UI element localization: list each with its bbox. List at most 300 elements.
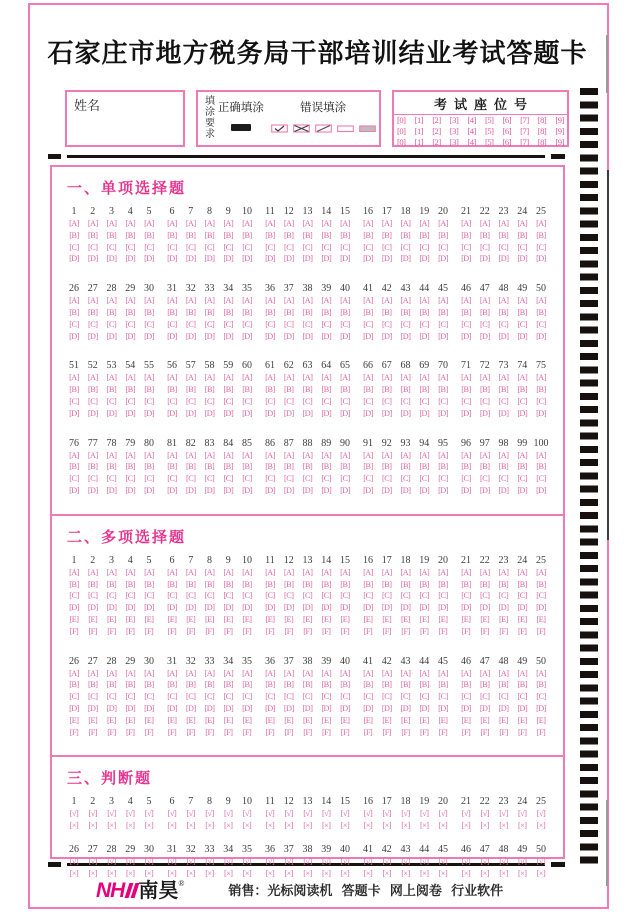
bubble-s1-q43-A[interactable]: [A] — [400, 296, 411, 306]
bubble-s1-q51-B[interactable]: [B] — [69, 385, 79, 395]
bubble-s1-q31-C[interactable]: [C] — [167, 319, 177, 329]
bubble-s2-q27-B[interactable]: [B] — [88, 680, 98, 690]
seat-digit-2-1[interactable]: [1] — [414, 126, 424, 137]
bubble-s2-q28-B[interactable]: [B] — [106, 680, 117, 690]
bubble-s2-q8-B[interactable]: [B] — [204, 579, 215, 589]
bubble-s1-q18-C[interactable]: [C] — [400, 242, 411, 252]
bubble-s3-q5-√[interactable]: [√] — [144, 809, 154, 819]
bubble-s1-q43-C[interactable]: [C] — [400, 319, 411, 329]
bubble-s1-q91-C[interactable]: [C] — [363, 474, 373, 484]
seat-digit-3-8[interactable]: [8] — [537, 136, 547, 147]
bubble-s1-q62-D[interactable]: [D] — [283, 408, 294, 418]
bubble-s2-q16-F[interactable]: [F] — [363, 626, 373, 636]
bubble-s2-q47-C[interactable]: [C] — [480, 692, 490, 702]
bubble-s2-q47-D[interactable]: [D] — [479, 703, 490, 713]
bubble-s1-q81-B[interactable]: [B] — [167, 462, 177, 472]
bubble-s2-q39-B[interactable]: [B] — [321, 680, 331, 690]
bubble-s1-q27-B[interactable]: [B] — [88, 307, 98, 317]
bubble-s2-q24-F[interactable]: [F] — [517, 626, 527, 636]
bubble-s1-q50-B[interactable]: [B] — [536, 307, 546, 317]
bubble-s1-q72-B[interactable]: [B] — [480, 385, 490, 395]
bubble-s1-q61-A[interactable]: [A] — [265, 373, 275, 383]
bubble-s1-q88-D[interactable]: [D] — [302, 485, 313, 495]
bubble-s2-q14-C[interactable]: [C] — [321, 591, 331, 601]
bubble-s1-q38-D[interactable]: [D] — [302, 331, 313, 341]
bubble-s1-q20-C[interactable]: [C] — [438, 242, 448, 252]
bubble-s2-q39-C[interactable]: [C] — [321, 692, 331, 702]
bubble-s3-q10-×[interactable]: [×] — [242, 821, 252, 831]
bubble-s2-q9-D[interactable]: [D] — [223, 603, 234, 613]
bubble-s3-q22-×[interactable]: [×] — [480, 821, 490, 831]
bubble-s1-q80-B[interactable]: [B] — [144, 462, 154, 472]
bubble-s3-q44-×[interactable]: [×] — [419, 868, 429, 878]
bubble-s3-q21-√[interactable]: [√] — [461, 809, 471, 819]
bubble-s2-q3-B[interactable]: [B] — [106, 579, 117, 589]
bubble-s1-q62-A[interactable]: [A] — [283, 373, 294, 383]
bubble-s1-q15-A[interactable]: [A] — [340, 219, 350, 228]
seat-digit-3-1[interactable]: [1] — [414, 136, 424, 147]
bubble-s3-q35-√[interactable]: [√] — [242, 856, 252, 866]
bubble-s3-q45-×[interactable]: [×] — [438, 868, 448, 878]
bubble-s1-q94-D[interactable]: [D] — [419, 485, 430, 495]
bubble-s2-q4-F[interactable]: [F] — [125, 626, 135, 636]
bubble-s1-q18-A[interactable]: [A] — [400, 219, 411, 228]
bubble-s1-q42-B[interactable]: [B] — [382, 307, 392, 317]
seat-digit-2-7[interactable]: [7] — [520, 126, 529, 137]
bubble-s1-q21-C[interactable]: [C] — [461, 242, 471, 252]
bubble-s1-q12-C[interactable]: [C] — [284, 242, 294, 252]
bubble-s2-q13-A[interactable]: [A] — [302, 567, 313, 577]
bubble-s2-q22-A[interactable]: [A] — [479, 567, 490, 577]
bubble-s2-q44-C[interactable]: [C] — [419, 692, 429, 702]
bubble-s1-q39-D[interactable]: [D] — [321, 331, 332, 341]
bubble-s3-q20-×[interactable]: [×] — [438, 821, 448, 831]
bubble-s1-q47-B[interactable]: [B] — [480, 307, 490, 317]
bubble-s2-q17-B[interactable]: [B] — [382, 579, 392, 589]
bubble-s1-q75-A[interactable]: [A] — [536, 373, 546, 383]
bubble-s2-q48-B[interactable]: [B] — [498, 680, 509, 690]
bubble-s1-q95-D[interactable]: [D] — [438, 485, 448, 495]
bubble-s1-q68-D[interactable]: [D] — [400, 408, 411, 418]
bubble-s1-q27-A[interactable]: [A] — [87, 296, 98, 306]
bubble-s1-q59-B[interactable]: [B] — [223, 385, 233, 395]
bubble-s2-q35-F[interactable]: [F] — [242, 727, 252, 737]
bubble-s2-q26-A[interactable]: [A] — [69, 668, 79, 678]
bubble-s1-q100-A[interactable]: [A] — [536, 450, 546, 460]
bubble-s2-q2-A[interactable]: [A] — [87, 567, 98, 577]
seat-digit-1-3[interactable]: [3] — [449, 115, 459, 126]
bubble-s1-q42-D[interactable]: [D] — [381, 331, 392, 341]
bubble-s2-q31-F[interactable]: [F] — [167, 727, 177, 737]
bubble-s1-q17-D[interactable]: [D] — [381, 254, 392, 264]
bubble-s2-q6-B[interactable]: [B] — [167, 579, 177, 589]
bubble-s2-q18-D[interactable]: [D] — [400, 603, 411, 613]
bubble-s1-q53-A[interactable]: [A] — [106, 373, 117, 383]
bubble-s1-q6-A[interactable]: [A] — [167, 219, 177, 228]
bubble-s3-q34-×[interactable]: [×] — [223, 868, 233, 878]
bubble-s2-q26-C[interactable]: [C] — [69, 692, 79, 702]
bubble-s3-q38-×[interactable]: [×] — [303, 868, 312, 878]
bubble-s2-q49-E[interactable]: [E] — [517, 715, 527, 725]
bubble-s1-q84-D[interactable]: [D] — [223, 485, 234, 495]
bubble-s2-q43-E[interactable]: [E] — [401, 715, 410, 725]
bubble-s2-q27-E[interactable]: [E] — [88, 715, 98, 725]
bubble-s1-q23-A[interactable]: [A] — [498, 219, 509, 228]
seat-digit-1-8[interactable]: [8] — [537, 115, 547, 126]
bubble-s1-q67-A[interactable]: [A] — [381, 373, 392, 383]
bubble-s1-q59-A[interactable]: [A] — [223, 373, 234, 383]
seat-digit-2-9[interactable]: [9] — [555, 126, 564, 137]
bubble-s1-q93-A[interactable]: [A] — [400, 450, 411, 460]
bubble-s1-q76-D[interactable]: [D] — [69, 485, 79, 495]
bubble-s2-q48-F[interactable]: [F] — [499, 727, 508, 737]
bubble-s2-q6-E[interactable]: [E] — [167, 614, 177, 624]
bubble-s1-q12-D[interactable]: [D] — [283, 254, 294, 264]
bubble-s1-q57-D[interactable]: [D] — [185, 408, 196, 418]
seat-digit-2-3[interactable]: [3] — [449, 126, 459, 137]
bubble-s2-q40-F[interactable]: [F] — [340, 727, 350, 737]
bubble-s1-q55-A[interactable]: [A] — [144, 373, 154, 383]
bubble-s2-q1-C[interactable]: [C] — [69, 591, 79, 601]
bubble-s1-q79-C[interactable]: [C] — [125, 474, 135, 484]
bubble-s2-q48-E[interactable]: [E] — [499, 715, 508, 725]
bubble-s3-q11-√[interactable]: [√] — [265, 809, 275, 819]
bubble-s2-q22-C[interactable]: [C] — [480, 591, 490, 601]
bubble-s2-q25-A[interactable]: [A] — [536, 567, 546, 577]
bubble-s2-q39-E[interactable]: [E] — [321, 715, 331, 725]
bubble-s2-q1-E[interactable]: [E] — [69, 614, 79, 624]
bubble-s2-q4-A[interactable]: [A] — [125, 567, 136, 577]
bubble-s3-q17-×[interactable]: [×] — [382, 821, 392, 831]
bubble-s3-q15-×[interactable]: [×] — [340, 821, 350, 831]
bubble-s2-q14-B[interactable]: [B] — [321, 579, 331, 589]
bubble-s1-q93-B[interactable]: [B] — [400, 462, 411, 472]
bubble-s2-q37-A[interactable]: [A] — [283, 668, 294, 678]
bubble-s1-q69-B[interactable]: [B] — [419, 385, 429, 395]
bubble-s2-q34-F[interactable]: [F] — [223, 727, 233, 737]
bubble-s2-q5-A[interactable]: [A] — [144, 567, 154, 577]
bubble-s2-q37-E[interactable]: [E] — [284, 715, 294, 725]
bubble-s2-q20-F[interactable]: [F] — [438, 626, 448, 636]
bubble-s1-q12-B[interactable]: [B] — [284, 230, 294, 240]
bubble-s2-q23-D[interactable]: [D] — [498, 603, 509, 613]
bubble-s1-q66-B[interactable]: [B] — [363, 385, 373, 395]
bubble-s2-q50-E[interactable]: [E] — [536, 715, 546, 725]
bubble-s2-q30-F[interactable]: [F] — [144, 727, 154, 737]
bubble-s3-q27-√[interactable]: [√] — [88, 856, 97, 866]
bubble-s2-q36-E[interactable]: [E] — [265, 715, 275, 725]
bubble-s1-q74-A[interactable]: [A] — [517, 373, 528, 383]
bubble-s3-q46-√[interactable]: [√] — [461, 856, 471, 866]
bubble-s2-q50-F[interactable]: [F] — [536, 727, 546, 737]
bubble-s2-q8-F[interactable]: [F] — [205, 626, 214, 636]
bubble-s1-q86-A[interactable]: [A] — [265, 450, 275, 460]
bubble-s3-q16-√[interactable]: [√] — [363, 809, 373, 819]
bubble-s2-q42-E[interactable]: [E] — [382, 715, 392, 725]
bubble-s2-q45-B[interactable]: [B] — [438, 680, 448, 690]
bubble-s1-q78-A[interactable]: [A] — [106, 450, 117, 460]
bubble-s1-q22-A[interactable]: [A] — [479, 219, 490, 228]
bubble-s1-q96-B[interactable]: [B] — [461, 462, 471, 472]
bubble-s2-q10-B[interactable]: [B] — [242, 579, 252, 589]
bubble-s2-q36-B[interactable]: [B] — [265, 680, 275, 690]
bubble-s1-q90-C[interactable]: [C] — [340, 474, 350, 484]
bubble-s2-q44-A[interactable]: [A] — [419, 668, 430, 678]
bubble-s2-q35-E[interactable]: [E] — [242, 715, 252, 725]
bubble-s1-q75-B[interactable]: [B] — [536, 385, 546, 395]
bubble-s3-q12-×[interactable]: [×] — [284, 821, 294, 831]
bubble-s2-q5-F[interactable]: [F] — [144, 626, 154, 636]
bubble-s3-q30-√[interactable]: [√] — [144, 856, 154, 866]
bubble-s1-q37-C[interactable]: [C] — [284, 319, 294, 329]
bubble-s1-q19-A[interactable]: [A] — [419, 219, 430, 228]
bubble-s1-q61-D[interactable]: [D] — [265, 408, 275, 418]
bubble-s3-q44-√[interactable]: [√] — [420, 856, 429, 866]
bubble-s1-q100-B[interactable]: [B] — [536, 462, 546, 472]
bubble-s1-q100-C[interactable]: [C] — [536, 474, 546, 484]
bubble-s2-q42-D[interactable]: [D] — [381, 703, 392, 713]
bubble-s1-q84-C[interactable]: [C] — [223, 474, 233, 484]
bubble-s3-q38-√[interactable]: [√] — [303, 856, 312, 866]
bubble-s1-q44-A[interactable]: [A] — [419, 296, 430, 306]
bubble-s2-q7-C[interactable]: [C] — [186, 591, 196, 601]
bubble-s2-q33-A[interactable]: [A] — [204, 668, 215, 678]
bubble-s3-q9-×[interactable]: [×] — [223, 821, 233, 831]
bubble-s2-q16-D[interactable]: [D] — [363, 603, 373, 613]
bubble-s2-q16-A[interactable]: [A] — [363, 567, 373, 577]
bubble-s1-q27-C[interactable]: [C] — [88, 319, 98, 329]
bubble-s1-q83-D[interactable]: [D] — [204, 485, 215, 495]
bubble-s1-q25-C[interactable]: [C] — [536, 242, 546, 252]
bubble-s1-q63-A[interactable]: [A] — [302, 373, 313, 383]
bubble-s3-q4-√[interactable]: [√] — [126, 809, 135, 819]
bubble-s3-q42-√[interactable]: [√] — [382, 856, 391, 866]
bubble-s1-q10-A[interactable]: [A] — [242, 219, 252, 228]
bubble-s2-q43-A[interactable]: [A] — [400, 668, 411, 678]
bubble-s1-q42-C[interactable]: [C] — [382, 319, 392, 329]
bubble-s3-q39-√[interactable]: [√] — [322, 856, 331, 866]
bubble-s1-q41-B[interactable]: [B] — [363, 307, 373, 317]
bubble-s1-q2-D[interactable]: [D] — [87, 254, 98, 264]
bubble-s1-q76-C[interactable]: [C] — [69, 474, 79, 484]
bubble-s1-q80-D[interactable]: [D] — [144, 485, 154, 495]
bubble-s1-q54-B[interactable]: [B] — [125, 385, 135, 395]
bubble-s2-q43-C[interactable]: [C] — [400, 692, 411, 702]
bubble-s1-q39-B[interactable]: [B] — [321, 307, 331, 317]
bubble-s1-q46-B[interactable]: [B] — [461, 307, 471, 317]
bubble-s2-q29-C[interactable]: [C] — [125, 692, 135, 702]
bubble-s3-q31-√[interactable]: [√] — [167, 856, 177, 866]
bubble-s1-q4-A[interactable]: [A] — [125, 219, 136, 228]
bubble-s1-q14-B[interactable]: [B] — [321, 230, 331, 240]
bubble-s2-q3-D[interactable]: [D] — [106, 603, 117, 613]
bubble-s3-q2-√[interactable]: [√] — [88, 809, 97, 819]
bubble-s2-q10-E[interactable]: [E] — [242, 614, 252, 624]
bubble-s1-q54-D[interactable]: [D] — [125, 408, 136, 418]
bubble-s1-q73-D[interactable]: [D] — [498, 408, 509, 418]
bubble-s2-q47-F[interactable]: [F] — [480, 727, 489, 737]
bubble-s2-q46-D[interactable]: [D] — [461, 703, 471, 713]
bubble-s1-q98-D[interactable]: [D] — [498, 485, 509, 495]
bubble-s1-q99-D[interactable]: [D] — [517, 485, 528, 495]
bubble-s1-q62-C[interactable]: [C] — [284, 396, 294, 406]
bubble-s1-q45-C[interactable]: [C] — [438, 319, 448, 329]
bubble-s1-q23-D[interactable]: [D] — [498, 254, 509, 264]
bubble-s1-q4-C[interactable]: [C] — [125, 242, 135, 252]
bubble-s1-q79-A[interactable]: [A] — [125, 450, 136, 460]
bubble-s1-q20-B[interactable]: [B] — [438, 230, 448, 240]
bubble-s1-q14-C[interactable]: [C] — [321, 242, 331, 252]
bubble-s2-q29-E[interactable]: [E] — [125, 715, 135, 725]
bubble-s3-q36-√[interactable]: [√] — [265, 856, 275, 866]
bubble-s3-q29-√[interactable]: [√] — [126, 856, 135, 866]
bubble-s1-q80-A[interactable]: [A] — [144, 450, 154, 460]
bubble-s2-q17-E[interactable]: [E] — [382, 614, 392, 624]
bubble-s3-q15-√[interactable]: [√] — [340, 809, 350, 819]
bubble-s2-q20-A[interactable]: [A] — [438, 567, 448, 577]
bubble-s1-q17-C[interactable]: [C] — [382, 242, 392, 252]
seat-digit-1-1[interactable]: [1] — [414, 115, 424, 126]
bubble-s2-q31-B[interactable]: [B] — [167, 680, 177, 690]
bubble-s2-q14-F[interactable]: [F] — [321, 626, 331, 636]
bubble-s2-q37-C[interactable]: [C] — [284, 692, 294, 702]
bubble-s2-q44-F[interactable]: [F] — [419, 727, 429, 737]
bubble-s3-q34-√[interactable]: [√] — [224, 856, 233, 866]
bubble-s1-q67-D[interactable]: [D] — [381, 408, 392, 418]
bubble-s1-q33-A[interactable]: [A] — [204, 296, 215, 306]
seat-digit-1-4[interactable]: [4] — [467, 115, 476, 126]
bubble-s1-q12-A[interactable]: [A] — [283, 219, 294, 228]
bubble-s3-q17-√[interactable]: [√] — [382, 809, 391, 819]
bubble-s1-q59-D[interactable]: [D] — [223, 408, 234, 418]
bubble-s2-q50-B[interactable]: [B] — [536, 680, 546, 690]
bubble-s1-q77-D[interactable]: [D] — [87, 485, 98, 495]
bubble-s2-q25-B[interactable]: [B] — [536, 579, 546, 589]
bubble-s1-q94-B[interactable]: [B] — [419, 462, 429, 472]
bubble-s1-q43-D[interactable]: [D] — [400, 331, 411, 341]
bubble-s2-q30-C[interactable]: [C] — [144, 692, 154, 702]
seat-digit-3-5[interactable]: [5] — [484, 136, 494, 147]
bubble-s1-q70-A[interactable]: [A] — [438, 373, 448, 383]
seat-digit-1-6[interactable]: [6] — [502, 115, 512, 126]
bubble-s3-q25-√[interactable]: [√] — [536, 809, 546, 819]
bubble-s2-q15-D[interactable]: [D] — [340, 603, 350, 613]
bubble-s1-q23-B[interactable]: [B] — [498, 230, 509, 240]
bubble-s1-q7-D[interactable]: [D] — [185, 254, 196, 264]
bubble-s3-q24-×[interactable]: [×] — [517, 821, 527, 831]
bubble-s2-q18-A[interactable]: [A] — [400, 567, 411, 577]
bubble-s1-q6-D[interactable]: [D] — [167, 254, 177, 264]
bubble-s2-q32-A[interactable]: [A] — [185, 668, 196, 678]
bubble-s1-q19-C[interactable]: [C] — [419, 242, 429, 252]
bubble-s2-q22-B[interactable]: [B] — [480, 579, 490, 589]
bubble-s2-q9-E[interactable]: [E] — [223, 614, 233, 624]
bubble-s1-q87-D[interactable]: [D] — [283, 485, 294, 495]
bubble-s1-q49-A[interactable]: [A] — [517, 296, 528, 306]
bubble-s2-q8-A[interactable]: [A] — [204, 567, 215, 577]
bubble-s2-q23-A[interactable]: [A] — [498, 567, 509, 577]
bubble-s1-q30-C[interactable]: [C] — [144, 319, 154, 329]
bubble-s2-q4-C[interactable]: [C] — [125, 591, 135, 601]
bubble-s1-q88-C[interactable]: [C] — [302, 474, 313, 484]
bubble-s1-q59-C[interactable]: [C] — [223, 396, 233, 406]
bubble-s2-q35-C[interactable]: [C] — [242, 692, 252, 702]
bubble-s1-q96-D[interactable]: [D] — [461, 485, 471, 495]
bubble-s2-q11-F[interactable]: [F] — [265, 626, 275, 636]
bubble-s2-q34-C[interactable]: [C] — [223, 692, 233, 702]
bubble-s1-q26-A[interactable]: [A] — [69, 296, 79, 306]
bubble-s2-q40-E[interactable]: [E] — [340, 715, 350, 725]
bubble-s2-q4-E[interactable]: [E] — [125, 614, 135, 624]
bubble-s1-q7-B[interactable]: [B] — [186, 230, 196, 240]
bubble-s3-q40-×[interactable]: [×] — [340, 868, 350, 878]
bubble-s1-q8-B[interactable]: [B] — [204, 230, 215, 240]
bubble-s2-q28-A[interactable]: [A] — [106, 668, 117, 678]
bubble-s1-q33-D[interactable]: [D] — [204, 331, 215, 341]
bubble-s2-q39-F[interactable]: [F] — [321, 727, 331, 737]
bubble-s1-q10-B[interactable]: [B] — [242, 230, 252, 240]
bubble-s1-q5-A[interactable]: [A] — [144, 219, 154, 228]
bubble-s1-q1-C[interactable]: [C] — [69, 242, 79, 252]
bubble-s1-q42-A[interactable]: [A] — [381, 296, 392, 306]
bubble-s3-q33-√[interactable]: [√] — [205, 856, 214, 866]
bubble-s2-q29-A[interactable]: [A] — [125, 668, 136, 678]
bubble-s3-q37-×[interactable]: [×] — [284, 868, 294, 878]
bubble-s1-q45-D[interactable]: [D] — [438, 331, 448, 341]
bubble-s1-q26-D[interactable]: [D] — [69, 331, 79, 341]
bubble-s2-q32-B[interactable]: [B] — [186, 680, 196, 690]
bubble-s1-q73-B[interactable]: [B] — [498, 385, 509, 395]
bubble-s1-q73-A[interactable]: [A] — [498, 373, 509, 383]
bubble-s1-q60-C[interactable]: [C] — [242, 396, 252, 406]
bubble-s3-q37-√[interactable]: [√] — [284, 856, 293, 866]
bubble-s2-q34-B[interactable]: [B] — [223, 680, 233, 690]
bubble-s1-q17-B[interactable]: [B] — [382, 230, 392, 240]
bubble-s2-q12-F[interactable]: [F] — [284, 626, 293, 636]
bubble-s1-q28-A[interactable]: [A] — [106, 296, 117, 306]
bubble-s1-q8-D[interactable]: [D] — [204, 254, 215, 264]
bubble-s1-q34-A[interactable]: [A] — [223, 296, 234, 306]
bubble-s1-q52-D[interactable]: [D] — [87, 408, 98, 418]
bubble-s2-q9-A[interactable]: [A] — [223, 567, 234, 577]
bubble-s2-q45-C[interactable]: [C] — [438, 692, 448, 702]
bubble-s1-q75-C[interactable]: [C] — [536, 396, 546, 406]
bubble-s1-q44-C[interactable]: [C] — [419, 319, 429, 329]
bubble-s1-q98-B[interactable]: [B] — [498, 462, 509, 472]
bubble-s1-q93-D[interactable]: [D] — [400, 485, 411, 495]
bubble-s2-q27-D[interactable]: [D] — [87, 703, 98, 713]
seat-digit-1-5[interactable]: [5] — [484, 115, 494, 126]
bubble-s2-q43-B[interactable]: [B] — [400, 680, 411, 690]
bubble-s1-q92-D[interactable]: [D] — [381, 485, 392, 495]
bubble-s3-q20-√[interactable]: [√] — [438, 809, 448, 819]
bubble-s2-q45-D[interactable]: [D] — [438, 703, 448, 713]
bubble-s2-q17-F[interactable]: [F] — [382, 626, 391, 636]
bubble-s1-q57-A[interactable]: [A] — [185, 373, 196, 383]
bubble-s1-q81-A[interactable]: [A] — [167, 450, 177, 460]
bubble-s1-q29-B[interactable]: [B] — [125, 307, 135, 317]
bubble-s1-q65-B[interactable]: [B] — [340, 385, 350, 395]
bubble-s1-q32-C[interactable]: [C] — [186, 319, 196, 329]
bubble-s1-q78-D[interactable]: [D] — [106, 485, 117, 495]
bubble-s1-q53-C[interactable]: [C] — [106, 396, 117, 406]
bubble-s1-q71-B[interactable]: [B] — [461, 385, 471, 395]
bubble-s2-q8-C[interactable]: [C] — [204, 591, 215, 601]
bubble-s1-q81-C[interactable]: [C] — [167, 474, 177, 484]
bubble-s1-q58-B[interactable]: [B] — [204, 385, 215, 395]
bubble-s1-q8-A[interactable]: [A] — [204, 219, 215, 228]
bubble-s2-q14-E[interactable]: [E] — [321, 614, 331, 624]
